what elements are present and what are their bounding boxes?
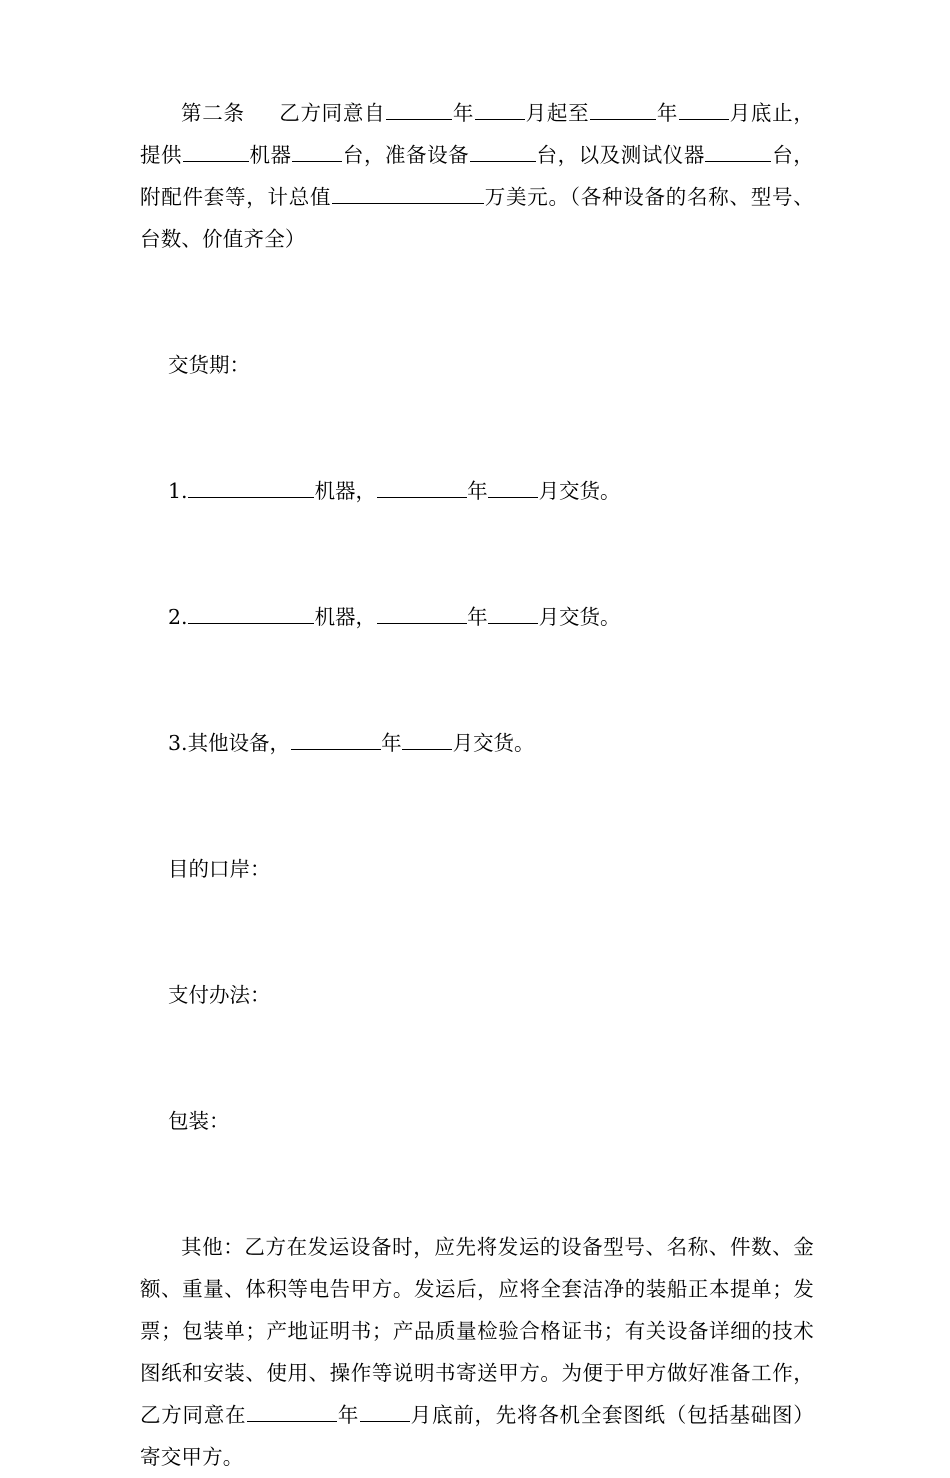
delivery-item-3-month-label: 月交货。 [452, 731, 535, 755]
spacer-after-item-2 [140, 638, 814, 722]
clause-segment-3: 月起至 [525, 101, 590, 125]
clause-segment-5: 月底止，提供 [140, 101, 815, 167]
clause-number-label: 第二条 [181, 101, 245, 125]
delivery-period-heading: 交货期： [168, 353, 250, 377]
delivery-item-2 [140, 596, 814, 638]
spacer-after-item-1 [140, 512, 814, 596]
delivery-item-2-year-label: 年 [467, 605, 488, 629]
spacer-after-item-3 [140, 764, 814, 848]
destination-port-heading: 目的口岸： [168, 857, 271, 881]
test-instrument-count-blank[interactable] [705, 141, 771, 162]
delivery-item-1-month-label: 月交货。 [538, 479, 621, 503]
end-year-blank[interactable] [590, 99, 656, 120]
delivery-item-3-number: 3. [168, 731, 188, 755]
spacer-after-delivery-heading [140, 386, 814, 470]
spacer-after-payment-method [140, 1016, 814, 1100]
clause-segment-2: 年 [452, 101, 475, 125]
delivery-item-2-year-blank[interactable] [377, 603, 467, 624]
drawings-month-blank[interactable] [360, 1401, 410, 1422]
clause-segment-8: 台，以及测试仪器 [536, 143, 705, 167]
clause-segment-9: 台，附配件套等，计总值 [140, 143, 814, 209]
delivery-item-1-number: 1. [168, 479, 188, 503]
delivery-item-3-label: 其他设备， [187, 731, 291, 755]
prep-equipment-count-blank[interactable] [470, 141, 536, 162]
other-segment-2: 年 [337, 1403, 360, 1427]
other-terms-paragraph [140, 1226, 814, 1478]
delivery-item-1-year-label: 年 [467, 479, 488, 503]
machine-count-blank[interactable] [292, 141, 342, 162]
drawings-year-blank[interactable] [247, 1401, 337, 1422]
delivery-item-2-machine-blank[interactable] [188, 603, 314, 624]
delivery-item-1-month-blank[interactable] [488, 477, 538, 498]
delivery-item-3-year-blank[interactable] [291, 729, 381, 750]
delivery-item-3-month-blank[interactable] [402, 729, 452, 750]
packaging-heading: 包装： [168, 1109, 230, 1133]
delivery-item-2-month-label: 月交货。 [538, 605, 621, 629]
start-year-blank[interactable] [386, 99, 452, 120]
delivery-item-2-number: 2. [168, 605, 188, 629]
clause-segment-10: 万美元。（各种设备的名称、型号、台数、价值齐全） [140, 185, 814, 251]
clause-segment-4: 年 [656, 101, 679, 125]
spacer-after-packaging [140, 1142, 814, 1226]
clause-segment-6: 机器 [249, 143, 292, 167]
total-value-blank[interactable] [332, 183, 484, 204]
payment-method-heading: 支付办法： [168, 983, 271, 1007]
delivery-item-3 [140, 722, 814, 764]
start-month-blank[interactable] [475, 99, 525, 120]
spacer-after-destination-port [140, 890, 814, 974]
spacer-after-clause [140, 260, 814, 344]
end-month-blank[interactable] [679, 99, 729, 120]
delivery-item-3-year-label: 年 [381, 731, 402, 755]
delivery-item-2-machine-label: 机器， [314, 605, 377, 629]
other-segment-3: 月底前，先将各机全套图纸（包括基础图）寄交甲方。 [140, 1403, 815, 1469]
delivery-item-1-machine-label: 机器， [314, 479, 377, 503]
machine-name-blank[interactable] [183, 141, 249, 162]
clause-segment-7: 台，准备设备 [342, 143, 470, 167]
delivery-item-1-machine-blank[interactable] [188, 477, 314, 498]
clause-2-paragraph [140, 92, 814, 260]
delivery-item-1-year-blank[interactable] [377, 477, 467, 498]
document-text-body [140, 92, 814, 1478]
delivery-item-1 [140, 470, 814, 512]
delivery-item-2-month-blank[interactable] [488, 603, 538, 624]
clause-segment-1: 乙方同意自 [278, 101, 386, 125]
other-segment-1: 其他：乙方在发运设备时，应先将发运的设备型号、名称、件数、金额、重量、体积等电告甲方。发运后，应将全套洁净的装船正本提单；发票；包装单；产地证明书；产品质量检验合格证书；有关设备详细的技术图纸和安装、使用、操作等说明书寄送甲方。为便于甲方做好准备工作，乙方同意在 [140, 1235, 814, 1427]
